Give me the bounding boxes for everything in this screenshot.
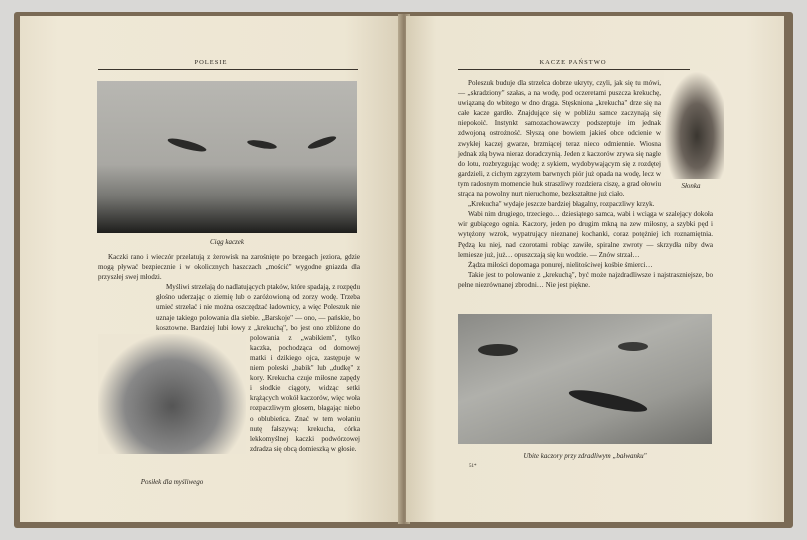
flying-ducks-photo [97,81,357,233]
figure-caption: Słonka [681,182,701,190]
figure-caption: Posiłek dla myśliwego [140,478,204,486]
running-head: KACZE PAŃSTWO [539,59,607,66]
body-text [458,78,713,290]
paragraph: Żądza miłości dopomaga ponurej, nielitościwej kośbie śmierci… [468,260,653,269]
page-number: 51* [469,464,477,469]
campfire-photo [98,334,246,454]
paragraph: Poleszuk buduje dla strzelca dobrze ukryty, czyli, jak się tu mówi, — „skradziony" szałas, a na wodę, pod oczeretami puszcza krekuchę, uwiązaną do wbitego w dno drąga. Stęskniona „krekucha" drze się na całe kacze gardło. Znajdujące się w pobliżu samce zaczynają się niepokoić. Instynkt samozachowawczy podszeptuje im jednak zdwojoną ostrożność. Słyszą one bowiem jakieś obce odcienie w zwykłej kaczej gwarze, brzmiącej teraz nieco odmiennie. Wiosna jednak złą bywa nieraz doradczynią. Jeden z kaczorów zrywa się nagle do lotu, rozbryzgując wodę; z sykiem, wydobywającym się z rozdętej gardzieli, z cichym zgrzytem barwnych piór już opada na wodę, lecz w tym radosnym momencie huk straszliwy rozdziera ciszę, a grad ołowiu strąca na powolny nurt nieruchome, bezkształtne już ciało. [458,79,661,199]
figure-caption: Ciąg kaczek [209,238,244,246]
paragraph: „Krekucha" wydaje jeszcze bardziej błagalny, rozpaczliwy krzyk. [468,200,655,209]
paragraph: Wabi nim drugiego, trzeciego… dziesiątego samca, wabi i wciąga w szalejący dokoła wir gubiącego ognia. Kaczory, jeden po drugim mkną na zew miłosny, a szybki pęd i wytężony wzrok, wypatrujący nieznanej kochanki, coraz potężniej ich roznamiętnia. Pędzą ku niej, nad czorotami robiąc zawiłe, spiralne zwroty — skrzydła niby dwa lemiesze już, już… opuszczają się ku wodzie. — Znów strzał… [458,210,713,259]
paragraph: Kaczki rano i wieczór przelatują z żerowisk na zarośnięte po brzegach jeziora, gdzie mogą pływać bezpiecznie i w okolicznych haszczach „mościć" wygodne gniazda dla przyszłej swej młodzi. [98,253,360,282]
divider [98,69,358,70]
paragraph: Takie jest to polowanie z „krekuchą", być może najzdradliwsze i najstraszniejsze, bo pełne niezrównanej zbrodni… Nie jest piękne. [458,270,713,289]
paragraph: Myśliwi strzelają do nadlatujących ptaków, które spadają, z rozpędu głośno uderzając o ziemię lub o zaróżowioną od zorzy wodę. Trzeba umieć strzelać i nie można oszczędzać ładownicy, a więc Poleszuk nie uznaje takiego polowania dla siebie. „Barskoje" — ono, — pańskie, bo kosztowne. Bardziej lubi łowy z „krekuchą", bo jest ono zbliżone do polowania z „wabikiem", tylko kaczka, pochodząca od domowej matki i dzikiego ojca, zastępuje w niem poleski „babik" lub „dudkę" z kory. Krekucha czuje miłosne zapędy i słodkie ciągoty, widząc setki krążących wokół kaczorów, więc woła rozpaczliwym głosem, błagając niebo o oblubieńca. Znać w tem wołaniu nutę fałszywą: krekucha, córka lekkomyślnej kaczki podwórzowej zdradza się obcą domieszką w głosie. [98,282,360,454]
right-page [406,16,784,522]
figure-caption: Ubite kaczory przy zdradliwym „bałwanku" [523,452,647,460]
body-text [98,252,360,454]
running-head: POLESIE [194,59,228,66]
divider [458,69,690,70]
dead-ducks-photo [458,314,712,444]
left-page [20,16,402,522]
